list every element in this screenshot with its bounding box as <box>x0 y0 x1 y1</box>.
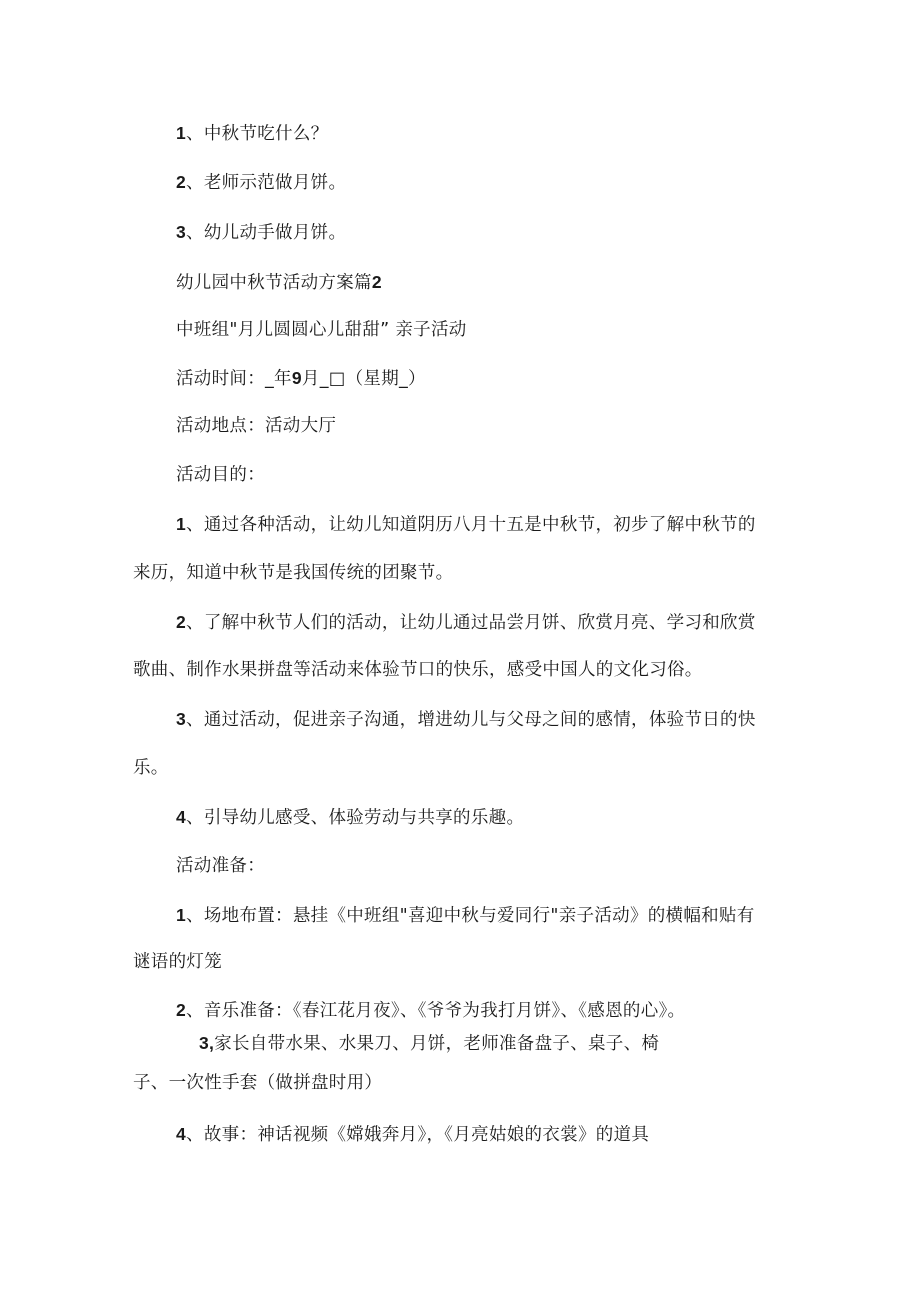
prep-number: 4 <box>176 1124 187 1144</box>
goal-text: 、了解中秋节人们的活动，让幼儿通过品尝月饼、欣赏月亮、学习和欣赏 <box>186 613 756 633</box>
activity-title: 中班组"月儿圆圆心儿甜甜” 亲子活动 <box>176 320 467 340</box>
prep-4 <box>176 1122 649 1147</box>
prep-text: 、音乐准备：《春江花月夜》、《爷爷为我打月饼》、《感恩的心》。 <box>186 1001 686 1021</box>
activity-time-label: 活动时间：_年 <box>176 369 292 389</box>
step-number: 2 <box>176 172 187 192</box>
prep-number: 2 <box>176 1000 187 1020</box>
prep-1-line2: 谜语的灯笼 <box>133 952 222 972</box>
goal-1-line1 <box>176 512 756 537</box>
prep-2 <box>176 998 685 1023</box>
goal-text: 、引导幼儿感受、体验劳动与共享的乐趣。 <box>186 808 525 828</box>
goal-3-line2: 乐。 <box>133 758 169 778</box>
step-text: 、中秋节吃什么？ <box>186 124 329 144</box>
activity-time <box>176 366 426 391</box>
goal-4 <box>176 805 524 830</box>
intro-step-3 <box>176 220 346 245</box>
goal-3-line1 <box>176 707 756 732</box>
goal-number: 4 <box>176 807 187 827</box>
step-text: 、幼儿动手做月饼。 <box>186 223 347 243</box>
activity-time-month: 9 <box>291 368 302 388</box>
section-heading <box>176 270 382 295</box>
activity-place: 活动地点：活动大厅 <box>176 416 337 436</box>
intro-step-1 <box>176 121 328 146</box>
goal-2-line2: 歌曲、制作水果拼盘等活动来体验节口的快乐，感受中国人的文化习俗。 <box>133 660 703 680</box>
section-heading-text: 幼儿园中秋节活动方案篇 <box>176 273 372 293</box>
prep-text: 家长自带水果、水果刀、月饼，老师准备盘子、桌子、椅 <box>214 1034 660 1054</box>
step-number: 1 <box>176 123 187 143</box>
goal-text: 、通过各种活动，让幼儿知道阴历八月十五是中秋节，初步了解中秋节的 <box>186 515 756 535</box>
goal-number: 1 <box>176 514 187 534</box>
activity-time-rest: 月_□（星期_） <box>301 369 426 389</box>
prep-text: 、故事：神话视频《嫦娥奔月》，《月亮姑娘的衣裳》的道具 <box>186 1125 650 1145</box>
prep-text: 、场地布置：悬挂《中班组"喜迎中秋与爱同行"亲子活动》的横幅和贴有 <box>186 906 755 926</box>
goal-1-line2: 来历，知道中秋节是我国传统的团聚节。 <box>133 563 454 583</box>
prep-number: 3, <box>199 1033 215 1053</box>
goal-2-line1 <box>176 610 756 635</box>
step-text: 、老师示范做月饼。 <box>186 173 347 193</box>
section-heading-number: 2 <box>371 272 382 292</box>
prep-3-line2: 子、一次性手套（做拼盘时用） <box>133 1073 383 1093</box>
intro-step-2 <box>176 170 346 195</box>
step-number: 3 <box>176 222 187 242</box>
prep-1-line1 <box>176 903 755 928</box>
goals-heading: 活动目的： <box>176 465 265 485</box>
goal-number: 3 <box>176 709 187 729</box>
goal-number: 2 <box>176 612 187 632</box>
prep-3-line1 <box>199 1031 659 1056</box>
prep-number: 1 <box>176 905 187 925</box>
goal-text: 、通过活动，促进亲子沟通，增进幼儿与父母之间的感情，体验节日的快 <box>186 710 756 730</box>
prep-heading: 活动准备： <box>176 856 265 876</box>
